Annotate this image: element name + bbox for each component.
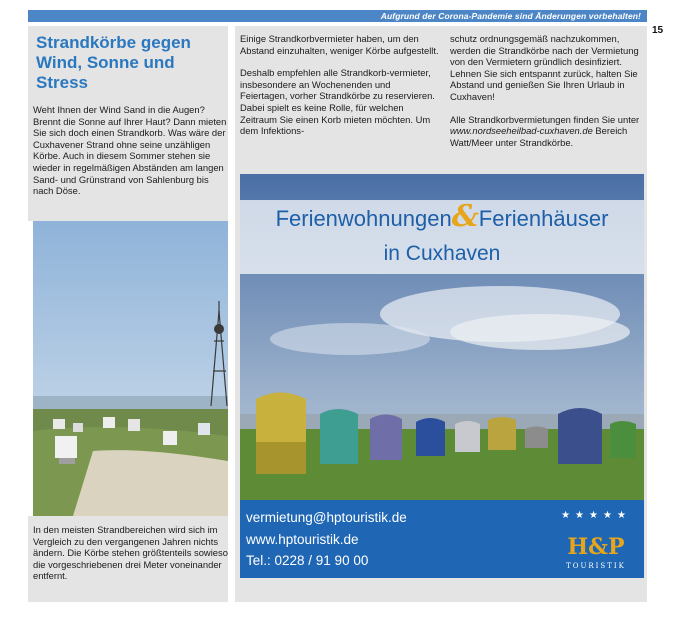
beach-photo <box>33 221 228 516</box>
article-column-3 <box>450 33 645 159</box>
col3-paragraph-2 <box>450 114 645 149</box>
logo-stars-icon: ★★★★★ <box>561 510 631 521</box>
ad-title <box>240 199 644 234</box>
page-number: 15 <box>652 25 664 36</box>
notice-text: Aufgrund der Corona-Pandemie sind Änderungen vorbehalten! <box>380 11 641 21</box>
advertisement <box>240 174 644 578</box>
article-headline: Strandkörbe gegen Wind, Sonne und Stress <box>36 33 191 92</box>
ad-subtitle: in Cuxhaven <box>383 242 501 265</box>
col2-paragraph-1: Einige Strandkorbvermieter haben, um den Abstand einzuhalten, weniger Körbe aufgestellt. <box>240 33 439 56</box>
tourism-website-link[interactable]: www.nordseeheilbad-cuxhaven.de <box>450 125 593 137</box>
ad-title-part2: Ferienhäuser <box>478 206 609 231</box>
col3-text-after-link: Bereich Watt/Meer unter Strandkörbe. <box>450 125 628 148</box>
ad-website[interactable]: www.hptouristik.de <box>246 532 359 547</box>
col3-paragraph-1: schutz ordnungsgemäß nachzukommen, werden die Strandkörbe nach der Vermietung von den Vermietern gründlich desinfiziert. Lehnen Sie sich entspannt zurück, halten Sie Abstand und genießen Sie Ihren Urlaub in Cuxhaven! <box>450 33 639 102</box>
ad-phone: Tel.: 0228 / 91 90 00 <box>246 553 369 568</box>
article-lead: Weht Ihnen der Wind Sand in die Augen? Brennt die Sonne auf Ihrer Haut? Dann mieten Sie sich doch einen Strandkorb. Was wäre der Cuxhavener Strand ohne seine unzähligen Körbe. Auch in diesem Sommer stehen sie wieder in regelmäßigen Abständen am langen Sand- und Grünstrand von Sahlenburg bis nach Döse. <box>33 104 227 197</box>
ad-title-ampersand: & <box>451 199 479 234</box>
col2-paragraph-2: Deshalb empfehlen alle Strandkorb-vermieter, insbesondere an Wochenenden und Feiertagen, vorher Strandkörbe zu reservieren. Dabei spielt es keine Rolle, für welchen Zeitraum Sie einen Korb mieten möchten. Um dem Infektions- <box>240 67 435 137</box>
notice-bar <box>28 10 647 22</box>
article-tail: In den meisten Strandbereichen wird sich im Vergleich zu den vergangenen Jahren nichts ändern. Die Körbe stehen größtenteils sowieso die vorgeschriebenen drei Meter voneinander entfernt. <box>33 524 228 582</box>
col3-text-before-link: Alle Strandkorbvermietungen finden Sie unter <box>450 113 640 125</box>
logo-text: H&P <box>567 534 625 560</box>
logo-subtext: TOURISTIK <box>566 562 626 570</box>
ad-title-part1: Ferienwohnungen <box>275 206 452 231</box>
ad-email[interactable]: vermietung@hptouristik.de <box>246 510 407 525</box>
hp-touristik-logo <box>558 510 634 574</box>
article-column-2 <box>240 33 440 148</box>
